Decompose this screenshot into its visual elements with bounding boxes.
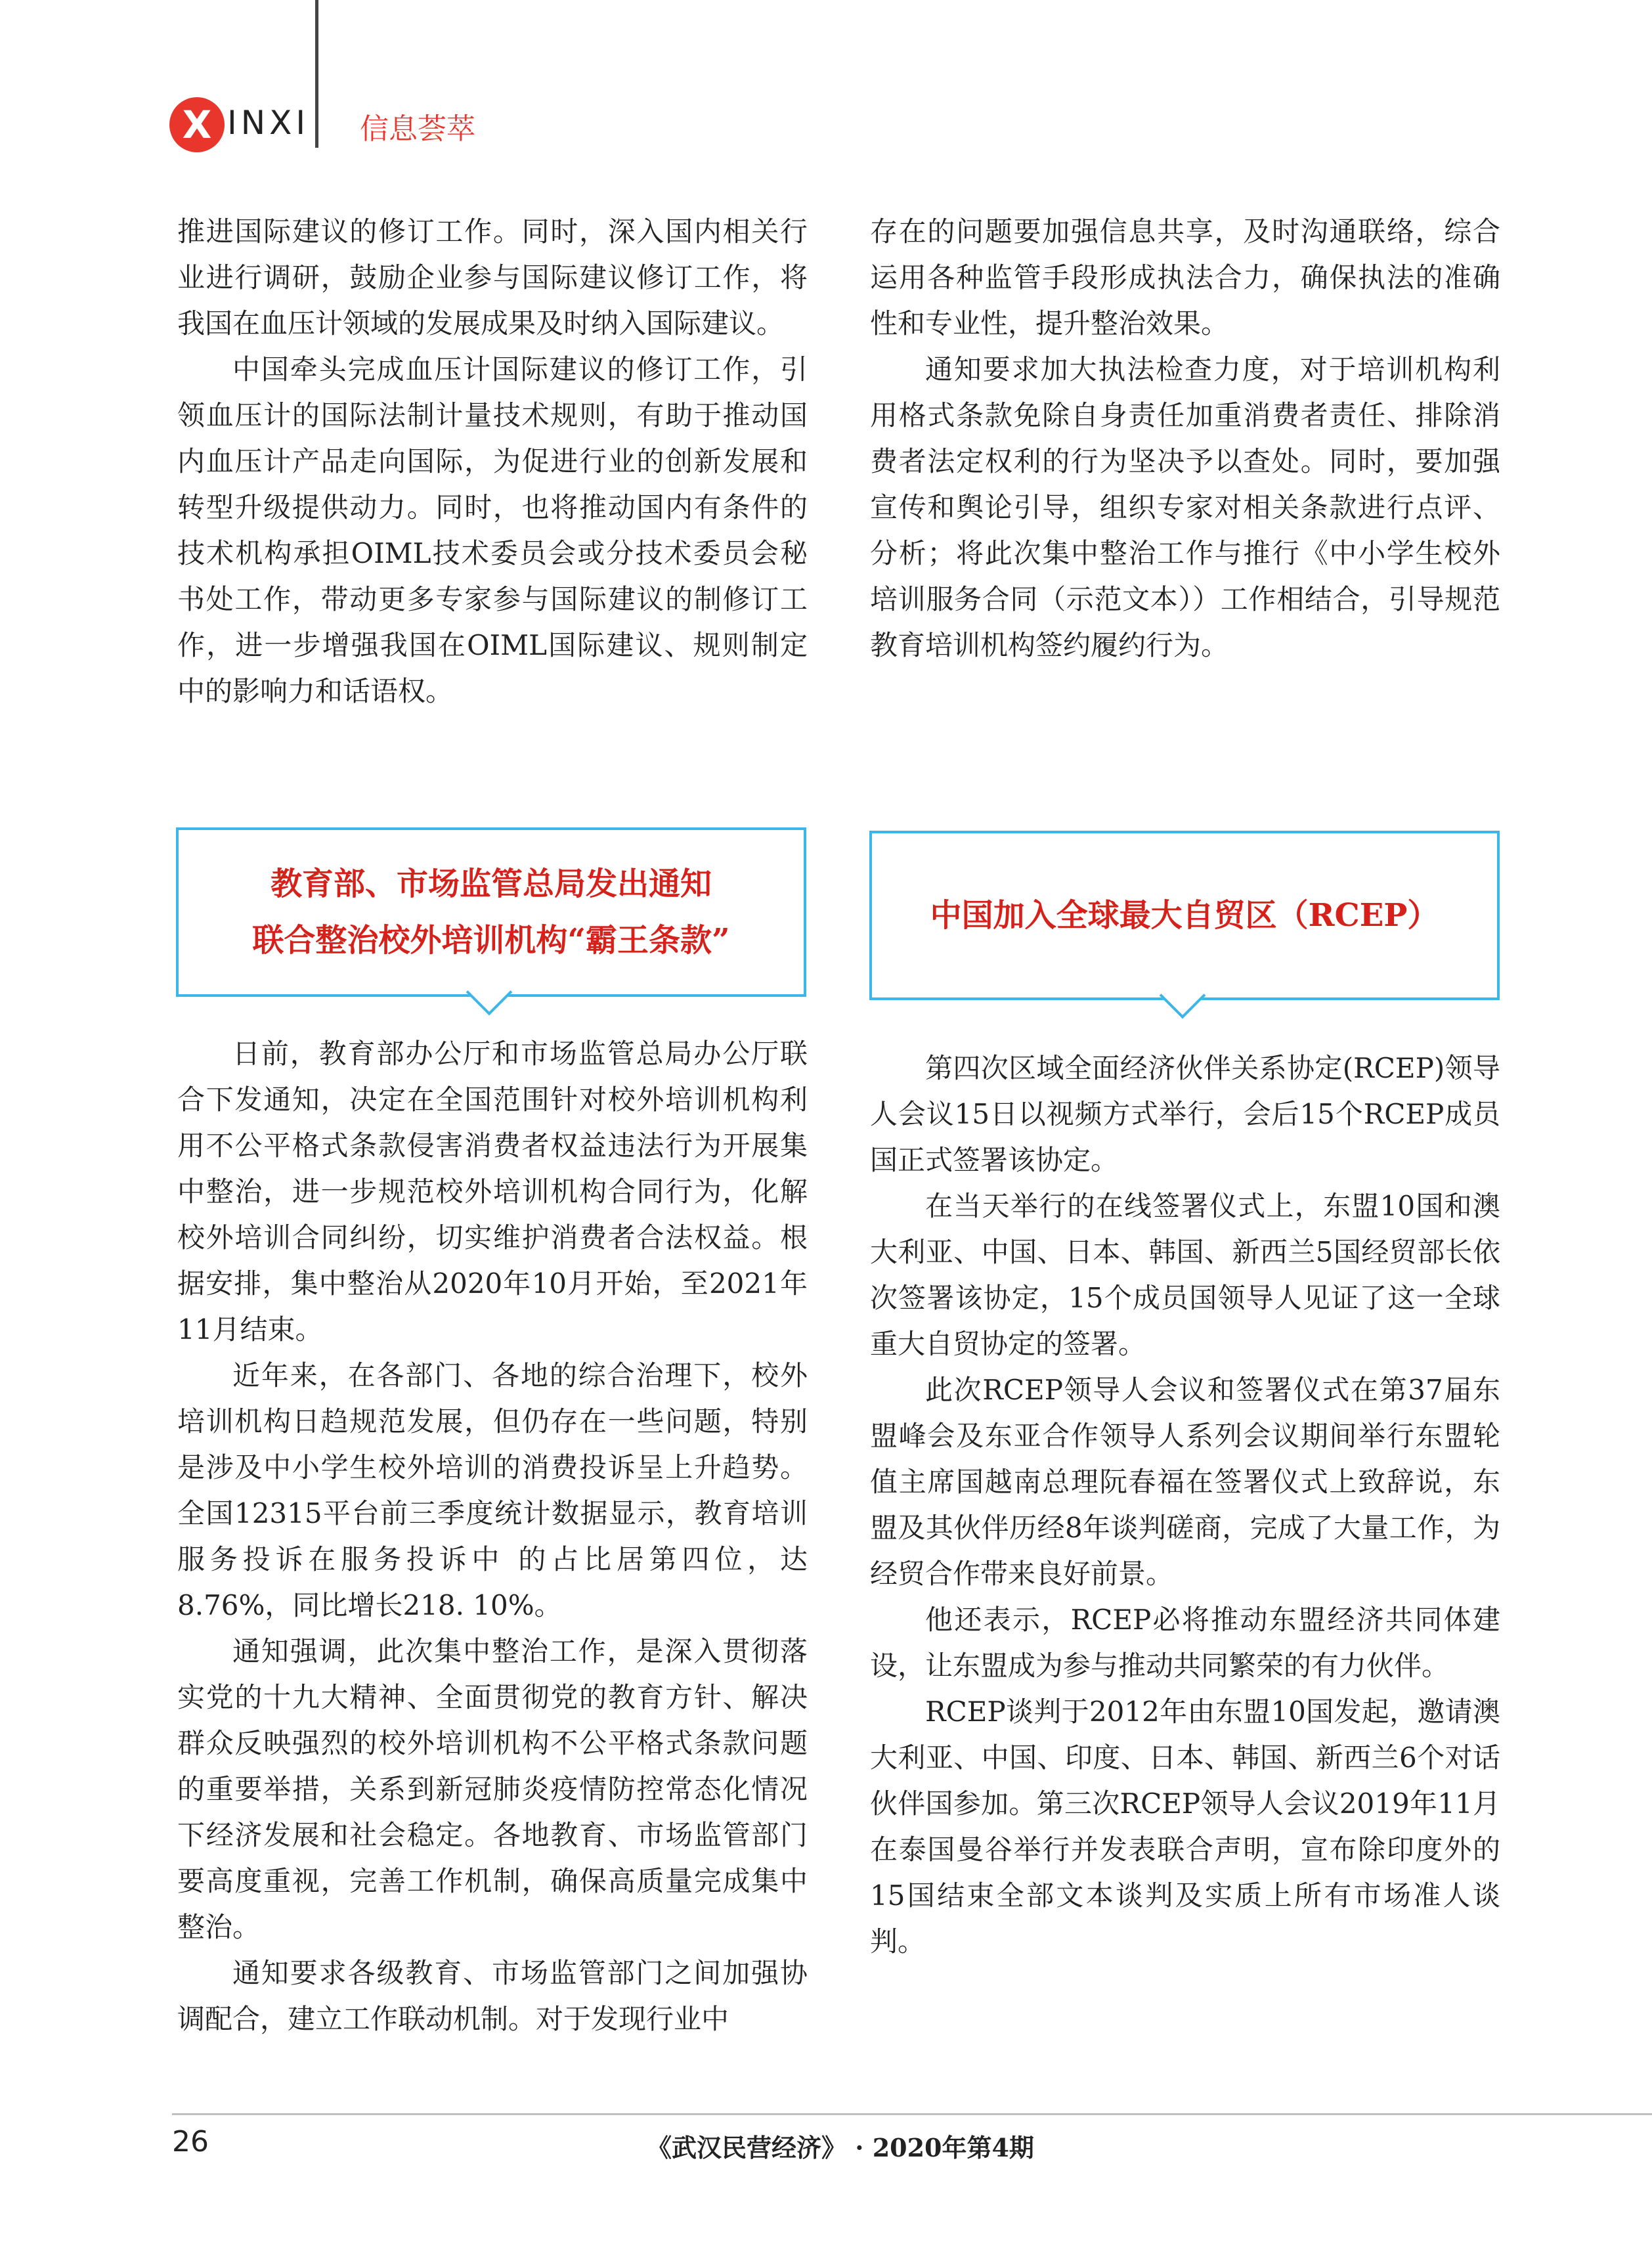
paragraph: 通知要求各级教育、市场监管部门之间加强协调配合，建立工作联动机制。对于发现行业中 xyxy=(177,1957,808,2035)
paragraph: 日前，教育部办公厅和市场监管总局办公厅联合下发通知，决定在全国范围针对校外培训机构利用不公平格式条款侵害消费者权益违法行为开展集中整治，进一步规范校外培训机构合同行为，化解校外培训合同纠纷，切实维护消费者合法权益。根据安排，集中整治从2020年10月开始，至2021年11月结束。 xyxy=(177,1038,808,1346)
paragraph: 通知要求加大执法检查力度，对于培训机构利用格式条款免除自身责任加重消费者责任、排除消费者法定权利的行为坚决予以查处。同时，要加强宣传和舆论引导，组织专家对相关条款进行点评、分析；将此次集中整治工作与推行《中小学生校外培训服务合同（示范文本））工作相结合，引导规范教育培训机构签约履约行为。 xyxy=(870,353,1500,661)
paragraph: 他还表示，RCEP必将推动东盟经济共同体建设，让东盟成为参与推动共同繁荣的有力伙伴。 xyxy=(870,1604,1500,1682)
article1-body xyxy=(177,1031,808,2042)
right-top-text xyxy=(870,209,1500,668)
paragraph: 此次RCEP领导人会议和签署仪式在第37届东盟峰会及东亚合作领导人系列会议期间举行东盟轮值主席国越南总理阮春福在签署仪式上致辞说，东盟及其伙伴历经8年谈判磋商，完成了大量工作，为经贸合作带来良好前景。 xyxy=(870,1374,1500,1590)
paragraph: RCEP谈判于2012年由东盟10国发起，邀请澳大利亚、中国、印度、日本、韩国、新西兰6个对话伙伴国参加。第三次RCEP领导人会议2019年11月在泰国曼谷举行并发表联合声明，宣布除印度外的15国结束全部文本谈判及实质上所有市场准人谈判。 xyxy=(870,1696,1500,1958)
header-divider xyxy=(315,0,318,148)
paragraph: 推进国际建议的修订工作。同时，深入国内相关行业进行调研，鼓励企业参与国际建议修订工作，将我国在血压计领域的发展成果及时纳入国际建议。 xyxy=(177,215,808,340)
logo-x-icon: X xyxy=(169,97,225,152)
section-label: 信息荟萃 xyxy=(360,112,475,146)
page-header xyxy=(0,0,1652,171)
journal-issue: 《武汉民营经济》 · 2020年第4期 xyxy=(647,2133,1034,2162)
footer-divider xyxy=(172,2113,1652,2115)
paragraph: 近年来，在各部门、各地的综合治理下，校外培训机构日趋规范发展，但仍存在一些问题，特别是涉及中小学生校外培训的消费投诉呈上升趋势。全国12315平台前三季度统计数据显示，教育培训服务投诉在服务投诉中 的占比居第四位，达8.76%，同比增长218. 10%。 xyxy=(177,1359,808,1621)
paragraph: 中国牵头完成血压计国际建议的修订工作，引领血压计的国际法制计量技术规则，有助于推动国内血压计产品走向国际，为促进行业的创新发展和转型升级提供动力。同时，也将推动国内有条件的技术机构承担OIML技术委员会或分技术委员会秘书处工作，带动更多专家参与国际建议的制修订工作，进一步增强我国在OIML国际建议、规则制定中的影响力和话语权。 xyxy=(177,353,808,707)
paragraph: 存在的问题要加强信息共享，及时沟通联络，综合运用各种监管手段形成执法合力，确保执法的准确性和专业性，提升整治效果。 xyxy=(870,215,1500,340)
paragraph: 第四次区域全面经济伙伴关系协定(RCEP)领导人会议15日以视频方式举行，会后15个RCEP成员国正式签署该协定。 xyxy=(870,1052,1500,1176)
left-top-text xyxy=(177,209,808,714)
article1-title-line2: 联合整治校外培训机构“霸王条款” xyxy=(252,922,730,959)
page-number: 26 xyxy=(172,2125,209,2158)
paragraph: 通知强调，此次集中整治工作，是深入贯彻落实党的十九大精神、全面贯彻党的教育方针、解决群众反映强烈的校外培训机构不公平格式条款问题的重要举措，关系到新冠肺炎疫情防控常态化情况下经济发展和社会稳定。各地教育、市场监管部门要高度重视，完善工作机制，确保高质量完成集中整治。 xyxy=(177,1635,808,1943)
paragraph: 在当天举行的在线签署仪式上，东盟10国和澳大利亚、中国、日本、韩国、新西兰5国经贸部长依次签署该协定，15个成员国领导人见证了这一全球重大自贸协定的签署。 xyxy=(870,1190,1500,1360)
article1-title-line1: 教育部、市场监管总局发出通知 xyxy=(270,866,712,902)
article2-body xyxy=(870,1045,1500,1965)
logo-text: INXI xyxy=(227,104,310,142)
article2-title: 中国加入全球最大自贸区（RCEP） xyxy=(930,897,1439,934)
